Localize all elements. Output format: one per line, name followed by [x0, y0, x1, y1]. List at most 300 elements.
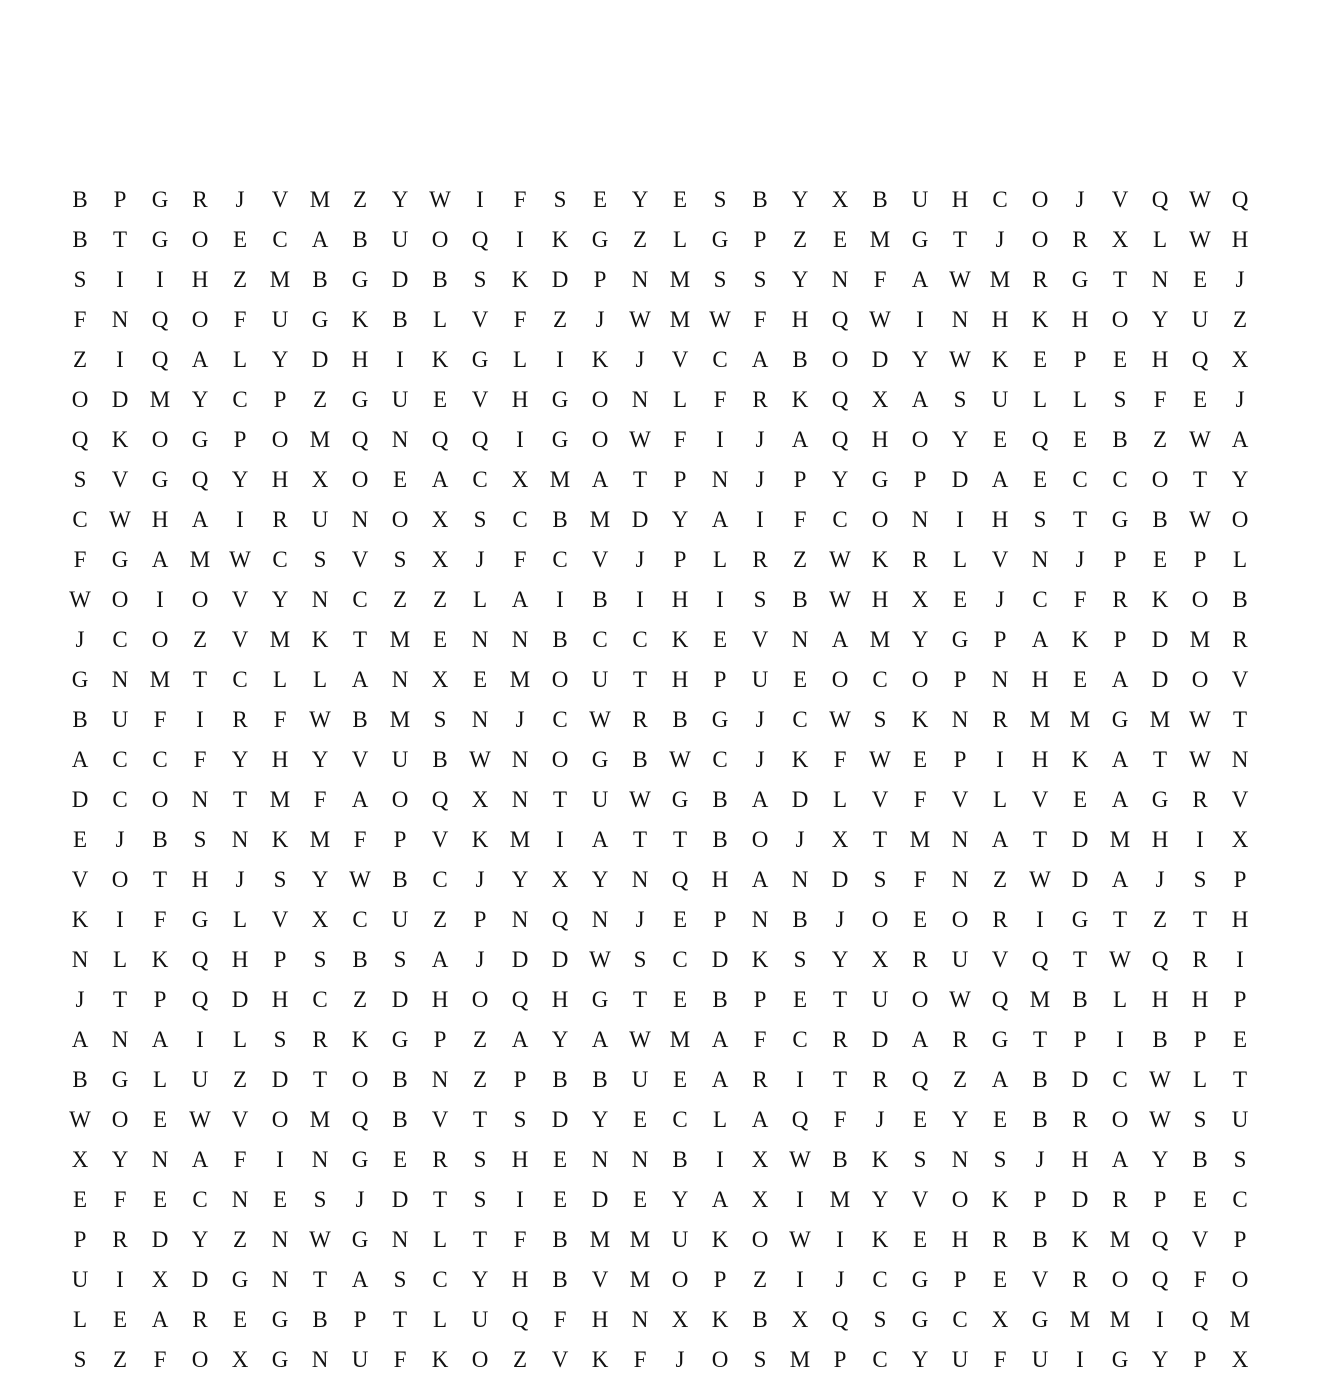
letter-cell[interactable]: B	[752, 1307, 768, 1332]
letter-cell[interactable]: A	[991, 827, 1009, 852]
letter-cell[interactable]: X	[151, 1267, 169, 1292]
letter-cell[interactable]: M	[869, 227, 891, 252]
letter-cell[interactable]: R	[992, 1227, 1008, 1252]
letter-cell[interactable]: M	[269, 627, 291, 652]
letter-cell[interactable]: D	[1071, 1187, 1089, 1212]
letter-cell[interactable]: E	[792, 987, 808, 1012]
letter-cell[interactable]: I	[756, 507, 764, 532]
letter-cell[interactable]: N	[71, 947, 89, 972]
letter-cell[interactable]: P	[473, 907, 487, 932]
letter-cell[interactable]: T	[832, 1067, 848, 1092]
letter-cell[interactable]: M	[1229, 1307, 1251, 1332]
letter-cell[interactable]: S	[273, 867, 287, 892]
letter-cell[interactable]: E	[712, 627, 728, 652]
letter-cell[interactable]: N	[311, 1347, 329, 1372]
letter-cell[interactable]: M	[549, 467, 571, 492]
letter-cell[interactable]: H	[591, 1307, 609, 1332]
letter-cell[interactable]: X	[551, 867, 569, 892]
letter-cell[interactable]: A	[351, 787, 369, 812]
letter-cell[interactable]: O	[351, 1067, 369, 1092]
letter-cell[interactable]: W	[629, 307, 651, 332]
letter-cell[interactable]: O	[471, 1347, 489, 1372]
letter-cell[interactable]: K	[671, 627, 689, 652]
letter-cell[interactable]: C	[1032, 587, 1048, 612]
letter-cell[interactable]: S	[473, 267, 487, 292]
letter-cell[interactable]: O	[1191, 667, 1209, 692]
letter-cell[interactable]: B	[1152, 507, 1168, 532]
letter-cell[interactable]: G	[1111, 707, 1129, 732]
letter-cell[interactable]: H	[511, 1267, 529, 1292]
letter-cell[interactable]: Z	[472, 1067, 488, 1092]
letter-cell[interactable]: G	[71, 667, 89, 692]
letter-cell[interactable]: Y	[1151, 1147, 1169, 1172]
letter-cell[interactable]: S	[473, 1187, 487, 1212]
letter-cell[interactable]: P	[113, 187, 127, 212]
letter-cell[interactable]: O	[111, 867, 129, 892]
letter-cell[interactable]: V	[71, 867, 89, 892]
letter-cell[interactable]: Q	[191, 987, 209, 1012]
letter-cell[interactable]: B	[392, 307, 408, 332]
letter-cell[interactable]: U	[911, 187, 929, 212]
letter-cell[interactable]: H	[1031, 747, 1049, 772]
letter-cell[interactable]: K	[471, 827, 489, 852]
letter-cell[interactable]: R	[232, 707, 248, 732]
letter-cell[interactable]: M	[269, 787, 291, 812]
letter-cell[interactable]: H	[991, 507, 1009, 532]
letter-cell[interactable]: B	[432, 267, 448, 292]
letter-cell[interactable]: Y	[911, 1347, 929, 1372]
letter-cell[interactable]: Q	[151, 347, 169, 372]
letter-cell[interactable]: T	[1192, 467, 1208, 492]
letter-cell[interactable]: W	[1189, 427, 1211, 452]
letter-cell[interactable]: H	[871, 587, 889, 612]
letter-cell[interactable]: V	[231, 1107, 249, 1132]
letter-cell[interactable]: Q	[991, 987, 1009, 1012]
letter-cell[interactable]: C	[232, 667, 248, 692]
letter-cell[interactable]: C	[592, 627, 608, 652]
letter-cell[interactable]: X	[871, 947, 889, 972]
letter-cell[interactable]: K	[591, 347, 609, 372]
letter-cell[interactable]: W	[829, 587, 851, 612]
letter-cell[interactable]: V	[591, 547, 609, 572]
letter-cell[interactable]: P	[713, 907, 727, 932]
letter-cell[interactable]: P	[153, 987, 167, 1012]
letter-cell[interactable]: U	[951, 1347, 969, 1372]
letter-cell[interactable]: K	[751, 947, 769, 972]
letter-cell[interactable]: D	[511, 947, 529, 972]
letter-cell[interactable]: M	[629, 1227, 651, 1252]
letter-cell[interactable]: D	[711, 947, 729, 972]
letter-cell[interactable]: O	[1231, 507, 1249, 532]
letter-cell[interactable]: N	[311, 1147, 329, 1172]
letter-cell[interactable]: Y	[951, 1107, 969, 1132]
letter-cell[interactable]: U	[351, 1347, 369, 1372]
letter-cell[interactable]: U	[671, 1227, 689, 1252]
letter-cell[interactable]: G	[471, 347, 489, 372]
letter-cell[interactable]: G	[151, 227, 169, 252]
letter-cell[interactable]: R	[1112, 587, 1128, 612]
letter-cell[interactable]: F	[753, 307, 767, 332]
letter-cell[interactable]: J	[635, 347, 645, 372]
letter-cell[interactable]: E	[112, 1307, 128, 1332]
letter-cell[interactable]: M	[789, 1347, 811, 1372]
letter-cell[interactable]: N	[591, 1147, 609, 1172]
letter-cell[interactable]: A	[831, 627, 849, 652]
letter-cell[interactable]: M	[309, 1107, 331, 1132]
letter-cell[interactable]: J	[1155, 867, 1165, 892]
letter-cell[interactable]: X	[671, 1307, 689, 1332]
letter-cell[interactable]: K	[711, 1227, 729, 1252]
letter-cell[interactable]: V	[951, 787, 969, 812]
letter-cell[interactable]: E	[672, 987, 688, 1012]
letter-cell[interactable]: T	[1112, 267, 1128, 292]
letter-cell[interactable]: L	[1152, 227, 1168, 252]
letter-cell[interactable]: H	[671, 667, 689, 692]
letter-cell[interactable]: S	[193, 827, 207, 852]
letter-cell[interactable]: L	[712, 547, 728, 572]
letter-cell[interactable]: A	[711, 1187, 729, 1212]
letter-cell[interactable]: D	[871, 347, 889, 372]
letter-cell[interactable]: B	[352, 707, 368, 732]
letter-cell[interactable]: F	[833, 1107, 847, 1132]
letter-cell[interactable]: H	[151, 507, 169, 532]
letter-cell[interactable]: M	[869, 627, 891, 652]
letter-cell[interactable]: M	[149, 387, 171, 412]
letter-cell[interactable]: K	[991, 1187, 1009, 1212]
letter-cell[interactable]: G	[991, 1027, 1009, 1052]
letter-cell[interactable]: J	[115, 827, 125, 852]
letter-cell[interactable]: W	[949, 267, 971, 292]
letter-cell[interactable]: Q	[471, 227, 489, 252]
letter-cell[interactable]: A	[911, 267, 929, 292]
letter-cell[interactable]: R	[112, 1227, 128, 1252]
letter-cell[interactable]: G	[911, 1267, 929, 1292]
letter-cell[interactable]: J	[75, 627, 85, 652]
letter-cell[interactable]: I	[716, 1147, 724, 1172]
letter-cell[interactable]: T	[832, 987, 848, 1012]
letter-cell[interactable]: M	[589, 507, 611, 532]
letter-cell[interactable]: C	[312, 987, 328, 1012]
letter-cell[interactable]: O	[751, 827, 769, 852]
letter-cell[interactable]: O	[191, 1347, 209, 1372]
letter-cell[interactable]: F	[833, 747, 847, 772]
letter-cell[interactable]: G	[1071, 907, 1089, 932]
letter-cell[interactable]: F	[313, 787, 327, 812]
letter-cell[interactable]: B	[152, 827, 168, 852]
letter-cell[interactable]: U	[1231, 1107, 1249, 1132]
letter-cell[interactable]: U	[471, 1307, 489, 1332]
letter-cell[interactable]: Z	[512, 1347, 528, 1372]
letter-cell[interactable]: G	[671, 787, 689, 812]
letter-cell[interactable]: B	[1152, 1027, 1168, 1052]
letter-cell[interactable]: W	[589, 947, 611, 972]
letter-cell[interactable]: E	[72, 827, 88, 852]
letter-cell[interactable]: H	[1151, 987, 1169, 1012]
letter-cell[interactable]: D	[391, 1187, 409, 1212]
letter-cell[interactable]: N	[111, 1027, 129, 1052]
letter-cell[interactable]: T	[1192, 907, 1208, 932]
letter-cell[interactable]: W	[469, 747, 491, 772]
letter-cell[interactable]: A	[511, 1027, 529, 1052]
letter-cell[interactable]: O	[111, 587, 129, 612]
letter-cell[interactable]: T	[392, 1307, 408, 1332]
letter-cell[interactable]: E	[1032, 347, 1048, 372]
letter-cell[interactable]: I	[516, 227, 524, 252]
letter-cell[interactable]: E	[912, 907, 928, 932]
letter-cell[interactable]: R	[912, 947, 928, 972]
letter-cell[interactable]: O	[551, 747, 569, 772]
letter-cell[interactable]: P	[1233, 1227, 1247, 1252]
letter-cell[interactable]: P	[913, 467, 927, 492]
letter-cell[interactable]: K	[911, 707, 929, 732]
letter-cell[interactable]: W	[1189, 707, 1211, 732]
letter-cell[interactable]: A	[791, 427, 809, 452]
letter-cell[interactable]: F	[913, 787, 927, 812]
letter-cell[interactable]: H	[1151, 347, 1169, 372]
letter-cell[interactable]: Q	[511, 987, 529, 1012]
letter-cell[interactable]: N	[511, 907, 529, 932]
letter-cell[interactable]: G	[351, 1227, 369, 1252]
letter-cell[interactable]: B	[552, 1227, 568, 1252]
letter-cell[interactable]: V	[1031, 787, 1049, 812]
letter-cell[interactable]: I	[556, 587, 564, 612]
letter-cell[interactable]: I	[396, 347, 404, 372]
letter-cell[interactable]: F	[233, 307, 247, 332]
letter-cell[interactable]: D	[391, 987, 409, 1012]
letter-cell[interactable]: T	[632, 827, 648, 852]
letter-cell[interactable]: Y	[631, 187, 649, 212]
letter-cell[interactable]: J	[675, 1347, 685, 1372]
letter-cell[interactable]: V	[911, 1187, 929, 1212]
letter-cell[interactable]: I	[556, 347, 564, 372]
letter-cell[interactable]: I	[1116, 1027, 1124, 1052]
letter-cell[interactable]: Y	[911, 627, 929, 652]
letter-cell[interactable]: Y	[271, 347, 289, 372]
letter-cell[interactable]: T	[152, 867, 168, 892]
letter-cell[interactable]: S	[953, 387, 967, 412]
letter-cell[interactable]: B	[792, 587, 808, 612]
letter-cell[interactable]: L	[152, 1067, 168, 1092]
letter-cell[interactable]: S	[713, 267, 727, 292]
letter-cell[interactable]: C	[152, 747, 168, 772]
letter-cell[interactable]: G	[591, 987, 609, 1012]
letter-cell[interactable]: O	[151, 787, 169, 812]
letter-cell[interactable]: R	[312, 1027, 328, 1052]
letter-cell[interactable]: V	[271, 187, 289, 212]
letter-cell[interactable]: N	[1231, 747, 1249, 772]
letter-cell[interactable]: H	[1071, 1147, 1089, 1172]
letter-cell[interactable]: V	[991, 947, 1009, 972]
letter-cell[interactable]: D	[1071, 867, 1089, 892]
letter-cell[interactable]: A	[1111, 867, 1129, 892]
letter-cell[interactable]: L	[112, 947, 128, 972]
letter-cell[interactable]: N	[631, 1147, 649, 1172]
letter-cell[interactable]: E	[1192, 267, 1208, 292]
letter-cell[interactable]: C	[472, 467, 488, 492]
letter-cell[interactable]: Z	[1152, 907, 1168, 932]
letter-cell[interactable]: G	[271, 1347, 289, 1372]
letter-cell[interactable]: W	[429, 187, 451, 212]
letter-cell[interactable]: I	[196, 1027, 204, 1052]
letter-cell[interactable]: G	[151, 187, 169, 212]
letter-cell[interactable]: I	[636, 587, 644, 612]
letter-cell[interactable]: K	[311, 627, 329, 652]
letter-cell[interactable]: A	[1231, 427, 1249, 452]
letter-cell[interactable]: F	[793, 507, 807, 532]
letter-cell[interactable]: W	[629, 787, 651, 812]
letter-cell[interactable]: I	[196, 707, 204, 732]
letter-cell[interactable]: H	[791, 307, 809, 332]
letter-cell[interactable]: H	[1231, 907, 1249, 932]
letter-cell[interactable]: G	[1071, 267, 1089, 292]
letter-cell[interactable]: I	[956, 507, 964, 532]
letter-cell[interactable]: U	[591, 667, 609, 692]
letter-cell[interactable]: T	[232, 787, 248, 812]
letter-cell[interactable]: X	[751, 1147, 769, 1172]
letter-cell[interactable]: I	[116, 907, 124, 932]
letter-cell[interactable]: P	[1113, 547, 1127, 572]
letter-cell[interactable]: I	[716, 587, 724, 612]
letter-cell[interactable]: S	[633, 947, 647, 972]
letter-cell[interactable]: D	[871, 1027, 889, 1052]
letter-cell[interactable]: O	[1111, 307, 1129, 332]
letter-cell[interactable]: F	[233, 1147, 247, 1172]
letter-cell[interactable]: G	[151, 467, 169, 492]
letter-cell[interactable]: E	[1192, 1187, 1208, 1212]
letter-cell[interactable]: T	[112, 227, 128, 252]
letter-cell[interactable]: C	[712, 347, 728, 372]
letter-cell[interactable]: C	[992, 187, 1008, 212]
letter-cell[interactable]: A	[1111, 747, 1129, 772]
letter-cell[interactable]: C	[792, 1027, 808, 1052]
letter-cell[interactable]: K	[351, 307, 369, 332]
letter-cell[interactable]: U	[1031, 1347, 1049, 1372]
letter-cell[interactable]: B	[592, 1067, 608, 1092]
letter-cell[interactable]: A	[591, 467, 609, 492]
letter-cell[interactable]: N	[751, 907, 769, 932]
letter-cell[interactable]: J	[1235, 387, 1245, 412]
letter-cell[interactable]: M	[669, 267, 691, 292]
letter-cell[interactable]: R	[432, 1147, 448, 1172]
letter-cell[interactable]: J	[755, 747, 765, 772]
letter-cell[interactable]: L	[232, 347, 248, 372]
letter-cell[interactable]: P	[833, 1347, 847, 1372]
letter-cell[interactable]: W	[949, 347, 971, 372]
letter-cell[interactable]: H	[191, 267, 209, 292]
letter-cell[interactable]: G	[1111, 507, 1129, 532]
letter-cell[interactable]: H	[271, 467, 289, 492]
letter-cell[interactable]: J	[475, 867, 485, 892]
letter-cell[interactable]: C	[792, 707, 808, 732]
letter-cell[interactable]: L	[712, 1107, 728, 1132]
letter-cell[interactable]: J	[515, 707, 525, 732]
letter-cell[interactable]: M	[1109, 1307, 1131, 1332]
letter-cell[interactable]: C	[432, 867, 448, 892]
letter-cell[interactable]: T	[472, 1227, 488, 1252]
letter-cell[interactable]: O	[551, 667, 569, 692]
letter-cell[interactable]: C	[552, 547, 568, 572]
letter-cell[interactable]: B	[792, 907, 808, 932]
letter-cell[interactable]: P	[953, 747, 967, 772]
letter-cell[interactable]: I	[156, 267, 164, 292]
letter-cell[interactable]: S	[393, 947, 407, 972]
letter-cell[interactable]: S	[73, 1347, 87, 1372]
letter-cell[interactable]: P	[593, 267, 607, 292]
letter-cell[interactable]: N	[511, 627, 529, 652]
letter-cell[interactable]: A	[1111, 787, 1129, 812]
letter-cell[interactable]: N	[631, 867, 649, 892]
letter-cell[interactable]: A	[591, 1027, 609, 1052]
letter-cell[interactable]: N	[191, 787, 209, 812]
letter-cell[interactable]: H	[351, 347, 369, 372]
letter-cell[interactable]: E	[552, 1187, 568, 1212]
letter-cell[interactable]: I	[556, 827, 564, 852]
letter-cell[interactable]: P	[1233, 987, 1247, 1012]
letter-cell[interactable]: Z	[392, 587, 408, 612]
letter-cell[interactable]: Y	[551, 1027, 569, 1052]
letter-cell[interactable]: O	[351, 467, 369, 492]
letter-cell[interactable]: Y	[1151, 307, 1169, 332]
letter-cell[interactable]: K	[151, 947, 169, 972]
letter-cell[interactable]: P	[273, 387, 287, 412]
letter-cell[interactable]: B	[712, 787, 728, 812]
letter-cell[interactable]: S	[913, 1147, 927, 1172]
letter-cell[interactable]: U	[271, 307, 289, 332]
letter-cell[interactable]: L	[432, 1307, 448, 1332]
letter-cell[interactable]: Z	[432, 907, 448, 932]
letter-cell[interactable]: I	[516, 427, 524, 452]
letter-cell[interactable]: X	[431, 507, 449, 532]
letter-cell[interactable]: H	[1071, 307, 1089, 332]
letter-cell[interactable]: S	[873, 867, 887, 892]
letter-cell[interactable]: Y	[791, 187, 809, 212]
letter-cell[interactable]: N	[271, 1227, 289, 1252]
letter-cell[interactable]: I	[996, 747, 1004, 772]
letter-cell[interactable]: O	[151, 627, 169, 652]
letter-cell[interactable]: L	[1072, 387, 1088, 412]
letter-cell[interactable]: L	[232, 1027, 248, 1052]
letter-cell[interactable]: R	[632, 707, 648, 732]
letter-cell[interactable]: I	[836, 1227, 844, 1252]
letter-cell[interactable]: Q	[191, 467, 209, 492]
letter-cell[interactable]: I	[796, 1187, 804, 1212]
letter-cell[interactable]: I	[116, 267, 124, 292]
letter-cell[interactable]: G	[391, 1027, 409, 1052]
letter-cell[interactable]: W	[1149, 1067, 1171, 1092]
letter-cell[interactable]: X	[751, 1187, 769, 1212]
letter-cell[interactable]: C	[672, 1107, 688, 1132]
letter-cell[interactable]: G	[911, 227, 929, 252]
letter-cell[interactable]: B	[832, 1147, 848, 1172]
letter-cell[interactable]: O	[191, 587, 209, 612]
letter-cell[interactable]: E	[1152, 547, 1168, 572]
letter-cell[interactable]: S	[1233, 1147, 1247, 1172]
letter-cell[interactable]: B	[1232, 587, 1248, 612]
letter-cell[interactable]: W	[949, 987, 971, 1012]
letter-cell[interactable]: O	[591, 387, 609, 412]
letter-cell[interactable]: X	[831, 187, 849, 212]
letter-cell[interactable]: O	[671, 1267, 689, 1292]
letter-cell[interactable]: U	[391, 907, 409, 932]
letter-cell[interactable]: E	[912, 1107, 928, 1132]
letter-cell[interactable]: R	[752, 1067, 768, 1092]
letter-cell[interactable]: K	[711, 1307, 729, 1332]
letter-cell[interactable]: K	[871, 547, 889, 572]
letter-cell[interactable]: Q	[1191, 1307, 1209, 1332]
letter-cell[interactable]: W	[109, 507, 131, 532]
letter-cell[interactable]: V	[431, 1107, 449, 1132]
letter-cell[interactable]: B	[632, 747, 648, 772]
